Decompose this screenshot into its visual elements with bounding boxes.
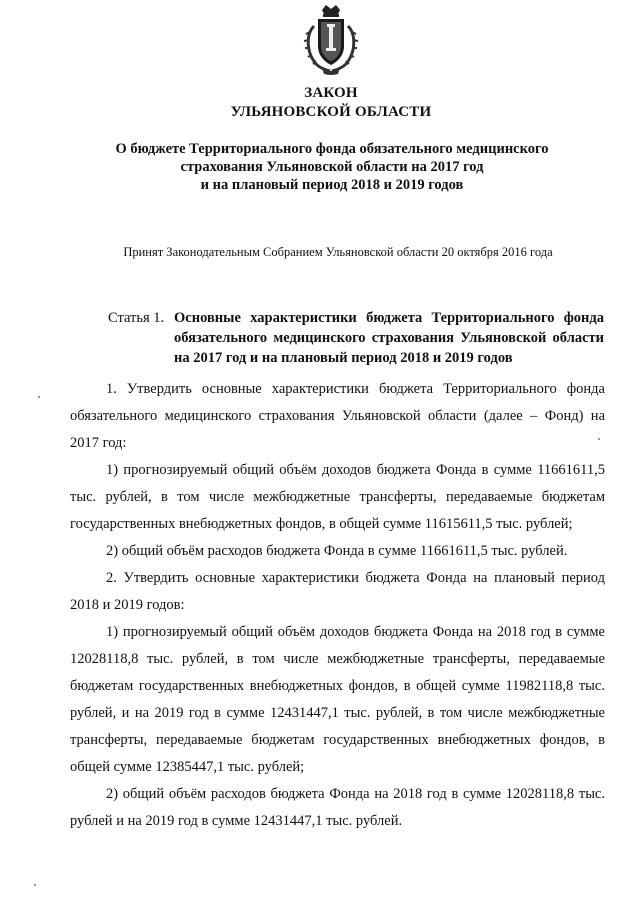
- paragraph-1: 1. Утвердить основные характеристики бюджета Территориального фонда обязательного медицинского страхования Ульяновской области (далее – Фонд) на 2017 год:: [70, 381, 605, 451]
- subject-line-3: и на плановый период 2018 и 2019 годов: [200, 177, 464, 193]
- adoption-text: Принят Законодательным Собранием Ульяновской области 20 октября 2016 года: [123, 245, 553, 259]
- coat-of-arms-emblem-icon: [300, 4, 362, 76]
- region-name: УЛЬЯНОВСКОЙ ОБЛАСТИ: [230, 104, 432, 120]
- paragraph-2: 2. Утвердить основные характеристики бюджета Фонда на плановый период 2018 и 2019 годов:: [70, 570, 605, 613]
- adoption-note: [0, 244, 640, 260]
- law-word: ЗАКОН: [304, 85, 358, 101]
- scan-speck: [598, 438, 600, 440]
- article-body: [70, 376, 605, 835]
- paragraph-1-1: 1) прогнозируемый общий объём доходов бюджета Фонда в сумме 11661611,5 тыс. рублей, в том числе межбюджетные трансферты, передаваемые бюджетам государственных внебюджетных фондов, в общей сумме 11615611,5 тыс. рублей;: [70, 462, 605, 532]
- scan-speck: [38, 396, 40, 398]
- law-subject: [0, 140, 640, 194]
- paragraph-2-2: 2) общий объём расходов бюджета Фонда на 2018 год в сумме 12028118,8 тыс. рублей и на 2019 год в сумме 12431447,1 тыс. рублей.: [70, 786, 605, 829]
- subject-line-1: О бюджете Территориального фонда обязательного медицинского: [115, 141, 549, 157]
- paragraph-2-1: 1) прогнозируемый общий объём доходов бюджета Фонда на 2018 год в сумме 12028118,8 тыс. рублей, в том числе межбюджетные трансферты, передаваемые бюджетам государственных внебюджетных фондов, в общей сумме 11982118,8 тыс. рублей, и на 2019 год в сумме 12431447,1 тыс. рублей, в том числе межбюджетные трансферты, передаваемые бюджетам государственных внебюджетных фондов, в общей сумме 12385447,1 тыс. рублей;: [70, 624, 605, 775]
- subject-line-2: страхования Ульяновской области на 2017 год: [180, 159, 484, 175]
- article-header: [108, 308, 604, 368]
- article-heading: Основные характеристики бюджета Территориального фонда обязательного медицинского страхования Ульяновской области на 2017 год и на плановый период 2018 и 2019 годов: [174, 310, 604, 366]
- paragraph-1-2: 2) общий объём расходов бюджета Фонда в сумме 11661611,5 тыс. рублей.: [106, 543, 568, 559]
- article-number: Статья 1.: [108, 310, 165, 326]
- law-title: [0, 84, 640, 122]
- scan-speck: [34, 884, 36, 886]
